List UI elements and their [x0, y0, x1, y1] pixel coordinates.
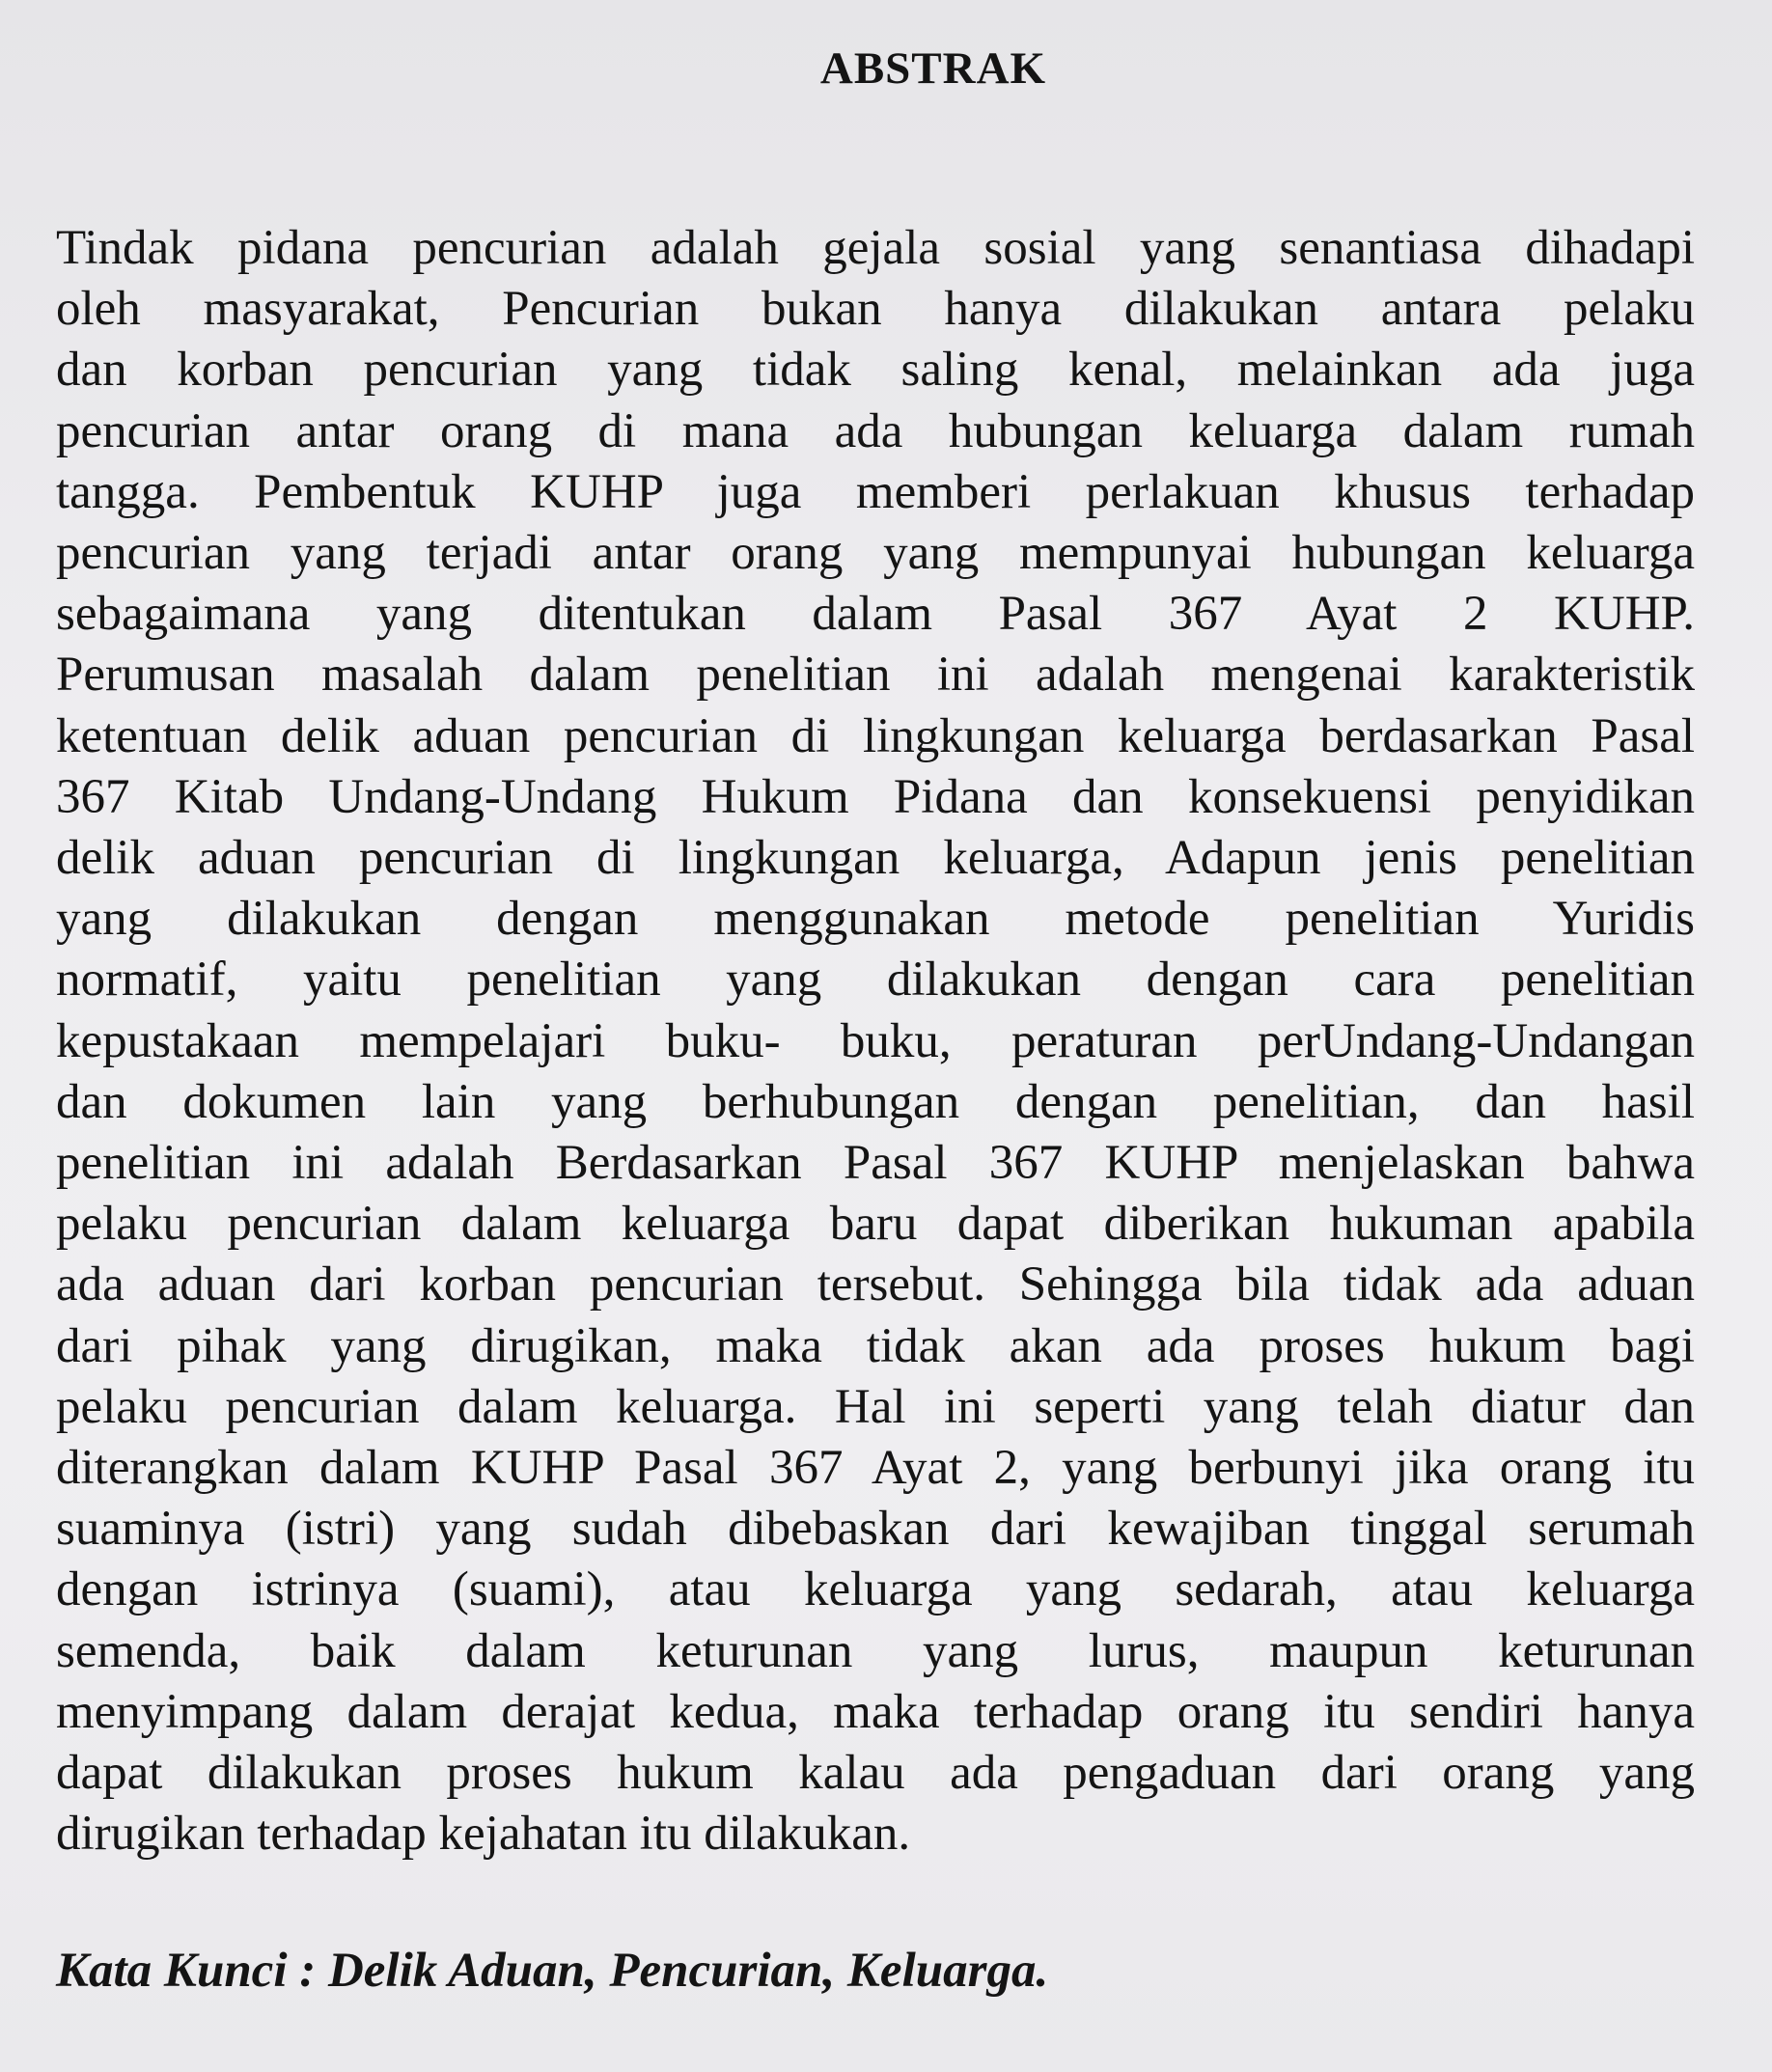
abstract-line: normatif, yaitu penelitian yang dilakukan dengan cara penelitian	[56, 953, 1695, 1008]
abstract-line: pelaku pencurian dalam keluarga. Hal ini seperti yang telah diatur dan	[56, 1379, 1695, 1434]
abstract-line: dirugikan terhadap kejahatan itu dilakukan.	[56, 1807, 911, 1862]
abstract-line: pencurian antar orang di mana ada hubungan keluarga dalam rumah	[56, 403, 1695, 458]
abstract-line: Perumusan masalah dalam penelitian ini adalah mengenai karakteristik	[56, 648, 1695, 703]
abstract-body	[56, 218, 1695, 1865]
abstract-line: dan korban pencurian yang tidak saling kenal, melainkan ada juga	[56, 343, 1695, 398]
abstract-title: ABSTRAK	[819, 43, 1047, 94]
abstract-line: dengan istrinya (suami), atau keluarga yang sedarah, atau keluarga	[56, 1562, 1695, 1617]
abstract-line: dapat dilakukan proses hukum kalau ada pengaduan dari orang yang	[56, 1746, 1695, 1801]
abstract-line: dari pihak yang dirugikan, maka tidak akan ada proses hukum bagi	[56, 1318, 1695, 1373]
keywords: Kata Kunci : Delik Aduan, Pencurian, Keluarga.	[56, 1944, 1049, 1999]
abstract-line: menyimpang dalam derajat kedua, maka terhadap orang itu sendiri hanya	[56, 1684, 1695, 1739]
abstract-line: tangga. Pembentuk KUHP juga memberi perlakuan khusus terhadap	[56, 464, 1695, 519]
abstract-line: suaminya (istri) yang sudah dibebaskan dari kewajiban tinggal serumah	[56, 1502, 1695, 1557]
abstract-line: kepustakaan mempelajari buku- buku, peraturan perUndang-Undangan	[56, 1013, 1695, 1068]
abstract-line: oleh masyarakat, Pencurian bukan hanya dilakukan antara pelaku	[56, 282, 1695, 337]
abstract-line: delik aduan pencurian di lingkungan keluarga, Adapun jenis penelitian	[56, 831, 1695, 886]
abstract-line: diterangkan dalam KUHP Pasal 367 Ayat 2, yang berbunyi jika orang itu	[56, 1441, 1695, 1496]
abstract-line: sebagaimana yang ditentukan dalam Pasal 367 Ayat 2 KUHP.	[56, 587, 1695, 642]
abstract-line: pencurian yang terjadi antar orang yang mempunyai hubungan keluarga	[56, 526, 1695, 581]
abstract-line: pelaku pencurian dalam keluarga baru dapat diberikan hukuman apabila	[56, 1197, 1695, 1252]
abstract-line: semenda, baik dalam keturunan yang lurus, maupun keturunan	[56, 1623, 1695, 1678]
abstract-line: ada aduan dari korban pencurian tersebut. Sehingga bila tidak ada aduan	[56, 1257, 1695, 1312]
abstract-line: ketentuan delik aduan pencurian di lingkungan keluarga berdasarkan Pasal	[56, 708, 1695, 763]
abstract-line: 367 Kitab Undang-Undang Hukum Pidana dan konsekuensi penyidikan	[56, 769, 1695, 824]
abstract-line: dan dokumen lain yang berhubungan dengan penelitian, dan hasil	[56, 1074, 1695, 1129]
abstract-line: penelitian ini adalah Berdasarkan Pasal 367 KUHP menjelaskan bahwa	[56, 1136, 1695, 1191]
abstract-line: yang dilakukan dengan menggunakan metode penelitian Yuridis	[56, 892, 1695, 947]
abstract-line: Tindak pidana pencurian adalah gejala sosial yang senantiasa dihadapi	[56, 221, 1695, 275]
